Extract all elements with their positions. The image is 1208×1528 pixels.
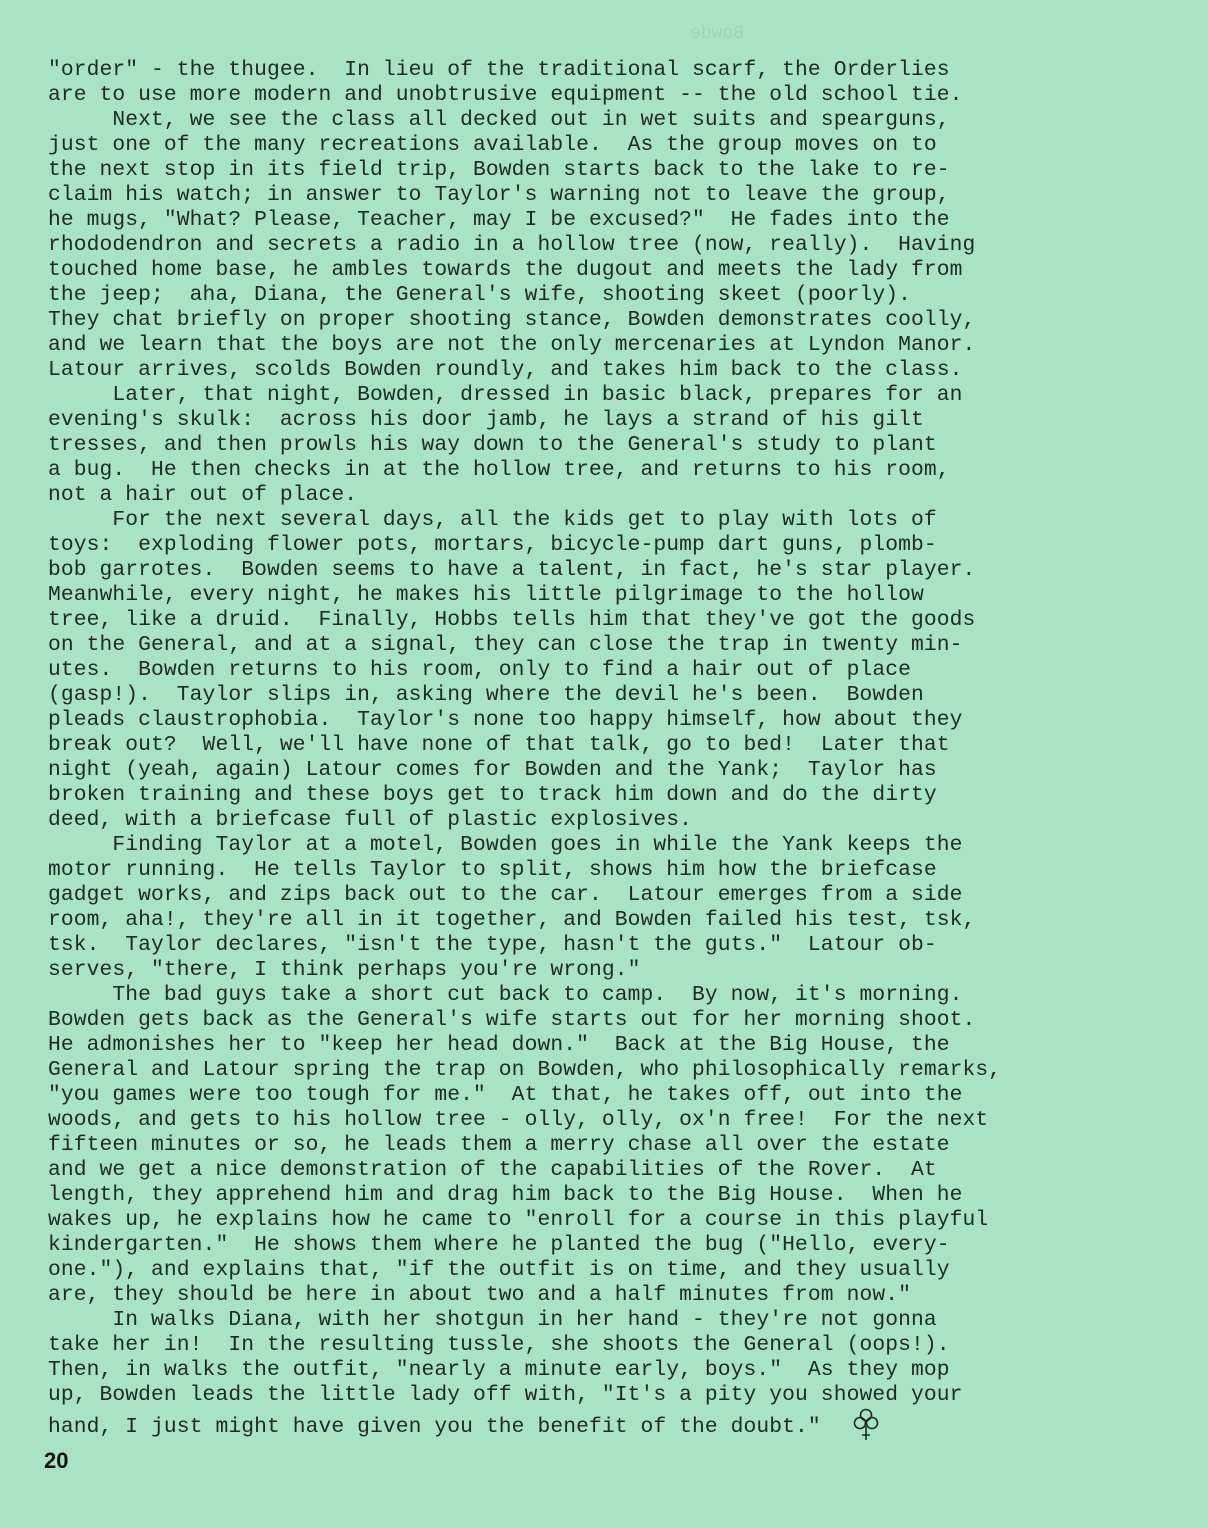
text-line: rhododendron and secrets a radio in a hollow tree (now, really). Having xyxy=(48,233,976,257)
text-line: (gasp!). Taylor slips in, asking where the devil he's been. Bowden xyxy=(48,683,924,707)
text-line: take her in! In the resulting tussle, she shoots the General (oops!). xyxy=(48,1333,950,1357)
text-line: Bowden gets back as the General's wife starts out for her morning shoot. xyxy=(48,1008,976,1032)
article-body xyxy=(48,58,1168,1439)
text-line: just one of the many recreations available. As the group moves on to xyxy=(48,133,937,157)
text-line: the next stop in its field trip, Bowden starts back to the lake to re- xyxy=(48,158,950,182)
text-line: They chat briefly on proper shooting stance, Bowden demonstrates coolly, xyxy=(48,308,976,332)
text-line: not a hair out of place. xyxy=(48,483,358,507)
page-number: 20 xyxy=(44,1448,69,1473)
text-line: Latour arrives, scolds Bowden roundly, and takes him back to the class. xyxy=(48,358,963,382)
text-line: bob garrotes. Bowden seems to have a talent, in fact, he's star player. xyxy=(48,558,976,582)
text-line: evening's skulk: across his door jamb, he lays a strand of his gilt xyxy=(48,408,924,432)
show-through-text: Bowde xyxy=(690,24,745,44)
text-line: on the General, and at a signal, they can close the trap in twenty min- xyxy=(48,633,963,657)
text-line: "you games were too tough for me." At that, he takes off, out into the xyxy=(48,1083,963,1107)
text-line: pleads claustrophobia. Taylor's none too happy himself, how about they xyxy=(48,708,963,732)
text-line: fifteen minutes or so, he leads them a merry chase all over the estate xyxy=(48,1133,950,1157)
text-line: "order" - the thugee. In lieu of the traditional scarf, the Orderlies xyxy=(48,58,950,82)
text-line: Later, that night, Bowden, dressed in basic black, prepares for an xyxy=(48,383,963,407)
text-line: the jeep; aha, Diana, the General's wife, shooting skeet (poorly). xyxy=(48,283,911,307)
text-line: Next, we see the class all decked out in wet suits and spearguns, xyxy=(48,108,950,132)
text-line: room, aha!, they're all in it together, and Bowden failed his test, tsk, xyxy=(48,908,976,932)
text-line: He admonishes her to "keep her head down." Back at the Big House, the xyxy=(48,1033,950,1057)
text-line: up, Bowden leads the little lady off with, "It's a pity you showed your xyxy=(48,1383,963,1407)
text-line: claim his watch; in answer to Taylor's warning not to leave the group, xyxy=(48,183,950,207)
text-line: are to use more modern and unobtrusive equipment -- the old school tie. xyxy=(48,83,963,107)
text-line: In walks Diana, with her shotgun in her hand - they're not gonna xyxy=(48,1308,937,1332)
text-line: utes. Bowden returns to his room, only to find a hair out of place xyxy=(48,658,911,682)
text-line: tresses, and then prowls his way down to the General's study to plant xyxy=(48,433,937,457)
text-line: break out? Well, we'll have none of that talk, go to bed! Later that xyxy=(48,733,950,757)
club-ornament-icon xyxy=(853,1408,879,1442)
text-line: night (yeah, again) Latour comes for Bowden and the Yank; Taylor has xyxy=(48,758,937,782)
text-line: Meanwhile, every night, he makes his little pilgrimage to the hollow xyxy=(48,583,924,607)
text-line: a bug. He then checks in at the hollow tree, and returns to his room, xyxy=(48,458,950,482)
text-line: tsk. Taylor declares, "isn't the type, hasn't the guts." Latour ob- xyxy=(48,933,937,957)
text-line: are, they should be here in about two and a half minutes from now." xyxy=(48,1283,911,1307)
text-line: motor running. He tells Taylor to split, shows him how the briefcase xyxy=(48,858,937,882)
text-line: and we get a nice demonstration of the capabilities of the Rover. At xyxy=(48,1158,937,1182)
text-line: The bad guys take a short cut back to camp. By now, it's morning. xyxy=(48,983,963,1007)
text-line: gadget works, and zips back out to the car. Latour emerges from a side xyxy=(48,883,963,907)
text-line: and we learn that the boys are not the only mercenaries at Lyndon Manor. xyxy=(48,333,976,357)
text-line: General and Latour spring the trap on Bowden, who philosophically remarks, xyxy=(48,1058,1002,1082)
text-line: he mugs, "What? Please, Teacher, may I be excused?" He fades into the xyxy=(48,208,950,232)
text-line: tree, like a druid. Finally, Hobbs tells him that they've got the goods xyxy=(48,608,976,632)
text-line: serves, "there, I think perhaps you're wrong." xyxy=(48,958,641,982)
text-line: deed, with a briefcase full of plastic explosives. xyxy=(48,808,693,832)
text-line: kindergarten." He shows them where he planted the bug ("Hello, every- xyxy=(48,1233,950,1257)
text-line: For the next several days, all the kids get to play with lots of xyxy=(48,508,937,532)
text-line: broken training and these boys get to track him down and do the dirty xyxy=(48,783,937,807)
text-line: Then, in walks the outfit, "nearly a minute early, boys." As they mop xyxy=(48,1358,950,1382)
text-line: length, they apprehend him and drag him back to the Big House. When he xyxy=(48,1183,963,1207)
text-line: woods, and gets to his hollow tree - olly, olly, ox'n free! For the next xyxy=(48,1108,989,1132)
text-line: touched home base, he ambles towards the dugout and meets the lady from xyxy=(48,258,963,282)
text-line: Finding Taylor at a motel, Bowden goes in while the Yank keeps the xyxy=(48,833,963,857)
text-line: wakes up, he explains how he came to "enroll for a course in this playful xyxy=(48,1208,989,1232)
text-line: one."), and explains that, "if the outfit is on time, and they usually xyxy=(48,1258,950,1282)
text-line: hand, I just might have given you the benefit of the doubt." xyxy=(48,1408,1168,1433)
text-line: toys: exploding flower pots, mortars, bicycle-pump dart guns, plomb- xyxy=(48,533,937,557)
